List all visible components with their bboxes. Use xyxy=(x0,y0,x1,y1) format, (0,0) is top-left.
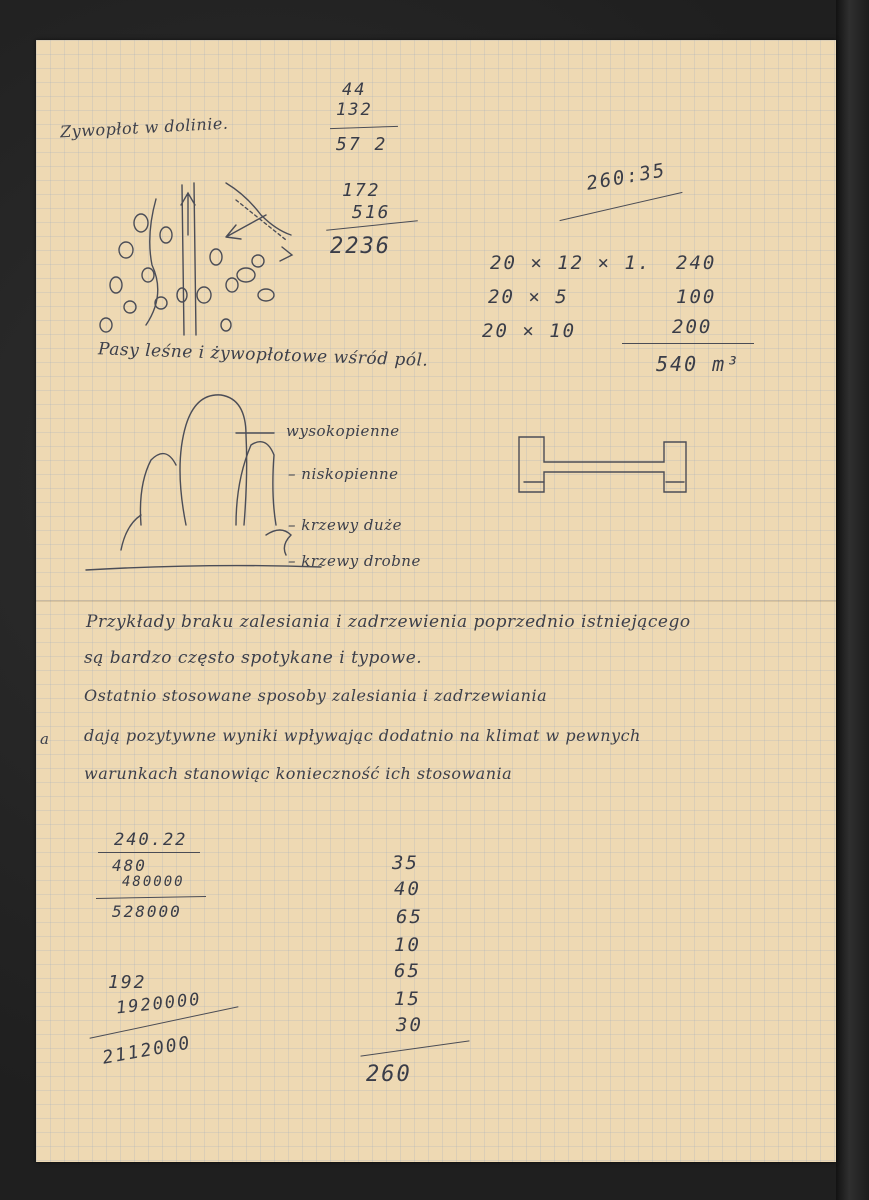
page-fold xyxy=(36,600,836,602)
mult-b-line-1: 192 xyxy=(108,972,147,993)
add-top-rule xyxy=(330,126,398,129)
paragraph-line-3: Ostatnio stosowane sposoby zalesiania i zadrzewiania xyxy=(84,686,548,705)
trench-profile-sketch xyxy=(514,432,694,502)
add-top-line-1: 44 xyxy=(342,80,367,100)
volume-expr-3: 20 × 10 xyxy=(482,320,577,342)
mult-a-line-2: 480000 xyxy=(122,874,185,890)
sum-value-6: 15 xyxy=(394,988,421,1010)
label-medium-trees-text: niskopienne xyxy=(301,465,399,483)
sum-value-1: 35 xyxy=(392,852,419,874)
mult-b-result: 2112000 xyxy=(100,1032,194,1069)
volume-expr-2: 20 × 5 xyxy=(488,286,569,308)
volume-value-1: 240 xyxy=(676,252,717,274)
volume-value-3: 200 xyxy=(672,316,713,338)
sum-rule xyxy=(360,1040,469,1056)
add-second-line-2: 516 xyxy=(352,202,391,223)
ratio-rule xyxy=(560,192,683,221)
label-large-shrubs: – krzewy duże xyxy=(288,516,402,534)
sum-value-2: 40 xyxy=(394,878,421,900)
caption-belts: Pasy leśne i żywopłotowe wśród pól. xyxy=(97,339,429,371)
heading-hedge-in-valley: Zywopłot w dolinie. xyxy=(59,113,229,142)
binding-edge xyxy=(836,0,869,1200)
add-top-result: 57 2 xyxy=(336,134,388,155)
vegetation-layers-sketch xyxy=(86,385,316,580)
volume-total: 540 m³ xyxy=(656,352,741,376)
label-small-shrubs-text: krzewy drobne xyxy=(301,552,421,570)
label-large-shrubs-text: krzewy duże xyxy=(301,516,402,534)
sum-value-3: 65 xyxy=(396,906,423,928)
ratio-label: 260:35 xyxy=(584,159,668,195)
paragraph-line-2: są bardzo często spotykane i typowe. xyxy=(84,648,423,668)
volume-value-2: 100 xyxy=(676,286,717,308)
volume-expr-1: 20 × 12 × 1. xyxy=(490,252,652,274)
label-small-shrubs: – krzewy drobne xyxy=(288,552,421,570)
paragraph-line-4: dają pozytywne wyniki wpływając dodatnio na klimat w pewnych xyxy=(84,726,641,745)
mult-a-header: 240.22 xyxy=(114,830,188,850)
mult-a-line-1: 480 xyxy=(112,856,147,875)
notebook-page xyxy=(36,40,836,1162)
add-second-line-1: 172 xyxy=(342,180,381,201)
add-second-result: 2236 xyxy=(330,234,391,259)
margin-mark: a xyxy=(40,730,50,748)
add-top-line-2: 132 xyxy=(336,100,373,120)
label-tall-trees: wysokopienne xyxy=(286,422,400,440)
sum-result: 260 xyxy=(366,1062,412,1087)
mult-a-rule-bottom xyxy=(96,896,206,899)
paragraph-line-1: Przykłady braku zalesiania i zadrzewienia poprzednio istniejącego xyxy=(86,612,691,632)
volume-rule xyxy=(622,343,754,344)
label-medium-trees: – niskopienne xyxy=(288,465,399,483)
sum-value-4: 10 xyxy=(394,934,421,956)
paragraph-line-5: warunkach stanowiąc konieczność ich stosowania xyxy=(84,764,513,783)
sum-value-5: 65 xyxy=(394,960,421,982)
mult-a-result: 528000 xyxy=(112,902,182,921)
tree-belt-sketch xyxy=(86,175,316,345)
mult-b-line-2: 1920000 xyxy=(115,989,203,1019)
mult-a-rule-top xyxy=(98,852,200,853)
sum-value-7: 30 xyxy=(396,1014,423,1036)
